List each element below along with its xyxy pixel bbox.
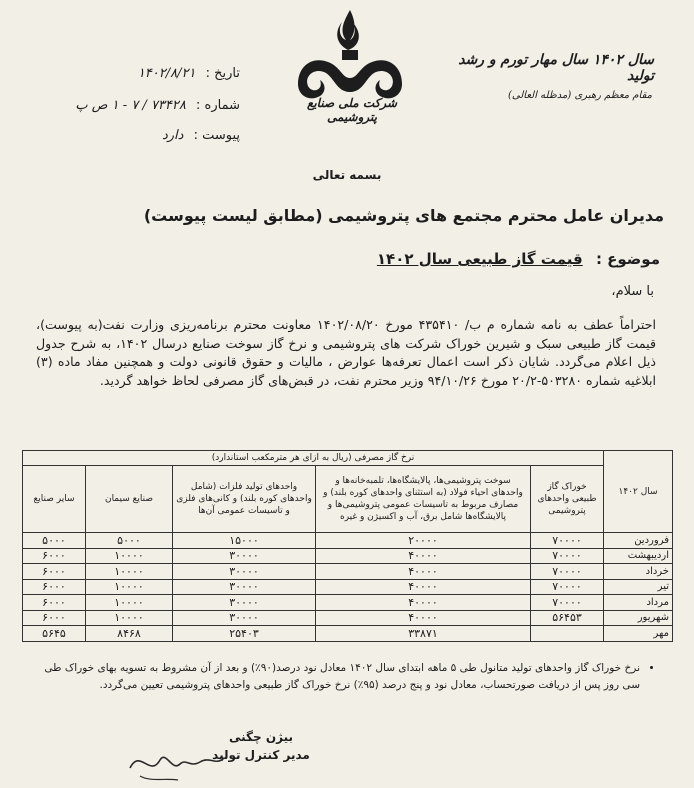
cell-month: اردیبهشت <box>604 548 673 564</box>
attachment-label: پیوست : <box>193 128 240 143</box>
table-row <box>23 548 673 564</box>
cell-feed: ۷۰۰۰۰ <box>531 548 604 564</box>
note-item: • نرخ خوراک گاز واحدهای تولید متانول طی ۵ ماهه ابتدای سال ۱۴۰۲ معادل نود درصد(۹۰٪) و بعد از آن مشروط به تسویه بهای خوراک طی سی روز پس از دریافت صورتحساب، معادل نود و پنج درصد (۹۵٪) نرخ خوراک گاز طبیعی واحدهای پتروشیمی تعیین می‌گردد. <box>40 660 640 694</box>
gas-rate-table <box>22 450 673 642</box>
col-metal-header: واحدهای تولید فلزات (شامل واحدهای کوره بلند) و کانی‌های فلزی و تاسیسات عمومی آن‌ها <box>173 466 316 533</box>
cell-metal: ۳۰۰۰۰ <box>173 548 316 564</box>
cell-cement: ۱۰۰۰۰ <box>86 564 173 580</box>
table-row <box>23 595 673 611</box>
table-row <box>23 564 673 580</box>
cell-metal: ۲۵۴۰۳ <box>173 626 316 642</box>
cell-month: خرداد <box>604 564 673 580</box>
signature-scribble-icon <box>120 738 230 788</box>
cell-month: مرداد <box>604 595 673 611</box>
body-paragraph: احتراماً عطف به نامه شماره م ب/ ۴۳۵۴۱۰ مورخ ۱۴۰۲/۰۸/۲۰ معاونت محترم برنامه‌ریزی وزارت نفت(به پیوست)، قیمت گاز طبیعی سبک و شیرین خوراک شرکت های پتروشیمی و نرخ گاز سوخت صنایع درسال ۱۴۰۲، به شرح جدول ذیل اعلام می‌گردد. شایان ذکر است اعمال تعرفه‌ها عوارض ، مالیات و حقوق قانونی دولت و همچنین مفاد ماده (۳) ابلاغیه شماره ۵۰۳۲۸۰-۲۰/۲ مورخ ۹۴/۱۰/۲۶ وزیر محترم نفت، در قبض‌های گاز مصرفی لحاظ خواهد گردید. <box>36 317 656 388</box>
cell-metal: ۳۰۰۰۰ <box>173 579 316 595</box>
cell-feed: ۵۶۴۵۳ <box>531 610 604 626</box>
cell-other: ۶۰۰۰ <box>23 595 86 611</box>
notes <box>40 660 654 694</box>
col-month-header: سال ۱۴۰۲ <box>604 451 673 533</box>
cell-feed: ۷۰۰۰۰ <box>531 595 604 611</box>
number-value: ۷۳۴۲۸ / ۷ - ۱ ص پ <box>75 98 186 113</box>
basmala: بسمه تعالی <box>312 168 382 182</box>
cell-cement: ۱۰۰۰۰ <box>86 579 173 595</box>
subject-line <box>377 250 660 268</box>
cell-metal: ۳۰۰۰۰ <box>173 595 316 611</box>
slogan-attribution: مقام معظم رهبری (مدظله العالی) <box>508 90 652 101</box>
greeting: با سلام، <box>611 284 654 299</box>
signatory-name: بیژن چگنی <box>229 730 293 744</box>
cell-other: ۶۰۰۰ <box>23 579 86 595</box>
cell-month: مهر <box>604 626 673 642</box>
table-row <box>23 610 673 626</box>
col-feed-header: خوراک گاز طبیعی واحدهای پتروشیمی <box>531 466 604 533</box>
cell-metal: ۳۰۰۰۰ <box>173 610 316 626</box>
cell-feed: ۷۰۰۰۰ <box>531 533 604 549</box>
cell-fuel: ۴۰۰۰۰ <box>316 610 531 626</box>
table-body <box>23 533 673 642</box>
col-fuel-header: سوخت پتروشیمی‌ها، پالایشگاه‌ها، تلمبه‌خانه‌ها و واحدهای احیاء فولاد (به استثنای واحدهای کوره بلند) و مصارف مربوط به تاسیسات عمومی پتروشیمی‌ها و پالایشگاه‌ها شامل برق، آب و اکسیژن و غیره <box>316 466 531 533</box>
number-row <box>50 98 240 113</box>
cell-fuel: ۴۰۰۰۰ <box>316 579 531 595</box>
cell-month: فروردین <box>604 533 673 549</box>
signatory-title: مدیر کنترل تولید <box>212 748 310 762</box>
cell-other: ۶۰۰۰ <box>23 564 86 580</box>
slogan: سال ۱۴۰۲ سال مهار تورم و رشد تولید <box>458 52 654 84</box>
cell-cement: ۱۰۰۰۰ <box>86 548 173 564</box>
date-row <box>50 66 240 81</box>
cell-fuel: ۴۰۰۰۰ <box>316 548 531 564</box>
attachment-value: دارد <box>161 128 184 143</box>
date-label: تاریخ : <box>205 66 240 81</box>
cell-other: ۶۰۰۰ <box>23 548 86 564</box>
cell-fuel: ۴۰۰۰۰ <box>316 564 531 580</box>
col-cement-header: صنایع سیمان <box>86 466 173 533</box>
group-header: نرخ گاز مصرفی (ریال به ازای هر مترمکعب استاندارد) <box>23 451 604 466</box>
table-row <box>23 533 673 549</box>
col-other-header: سایر صنایع <box>23 466 86 533</box>
cell-other: ۵۰۰۰ <box>23 533 86 549</box>
cell-month: تیر <box>604 579 673 595</box>
cell-other: ۶۰۰۰ <box>23 610 86 626</box>
cell-fuel: ۳۳۸۷۱ <box>316 626 531 642</box>
cell-feed: ۷۰۰۰۰ <box>531 564 604 580</box>
cell-feed: ۷۰۰۰۰ <box>531 579 604 595</box>
company-name: شرکت ملی صنایع پتروشیمی <box>306 96 398 124</box>
cell-month: شهریور <box>604 610 673 626</box>
addressee: مدیران عامل محترم مجتمع های پتروشیمی (مطابق لیست پیوست) <box>143 206 664 225</box>
number-label: شماره : <box>196 98 240 113</box>
cell-cement: ۸۴۶۸ <box>86 626 173 642</box>
cell-other: ۵۶۴۵ <box>23 626 86 642</box>
cell-fuel: ۴۰۰۰۰ <box>316 595 531 611</box>
table-row <box>23 626 673 642</box>
cell-metal: ۱۵۰۰۰ <box>173 533 316 549</box>
cell-cement: ۱۰۰۰۰ <box>86 610 173 626</box>
cell-cement: ۱۰۰۰۰ <box>86 595 173 611</box>
subject-label: موضوع : <box>595 250 660 268</box>
cell-cement: ۵۰۰۰ <box>86 533 173 549</box>
date-value: ۱۴۰۲/۸/۲۱ <box>137 66 196 81</box>
cell-metal: ۳۰۰۰۰ <box>173 564 316 580</box>
cell-feed <box>531 626 604 642</box>
attachment-row <box>50 128 240 143</box>
subject-value: قیمت گاز طبیعی سال ۱۴۰۲ <box>376 250 583 268</box>
cell-fuel: ۲۰۰۰۰ <box>316 533 531 549</box>
table-row <box>23 579 673 595</box>
